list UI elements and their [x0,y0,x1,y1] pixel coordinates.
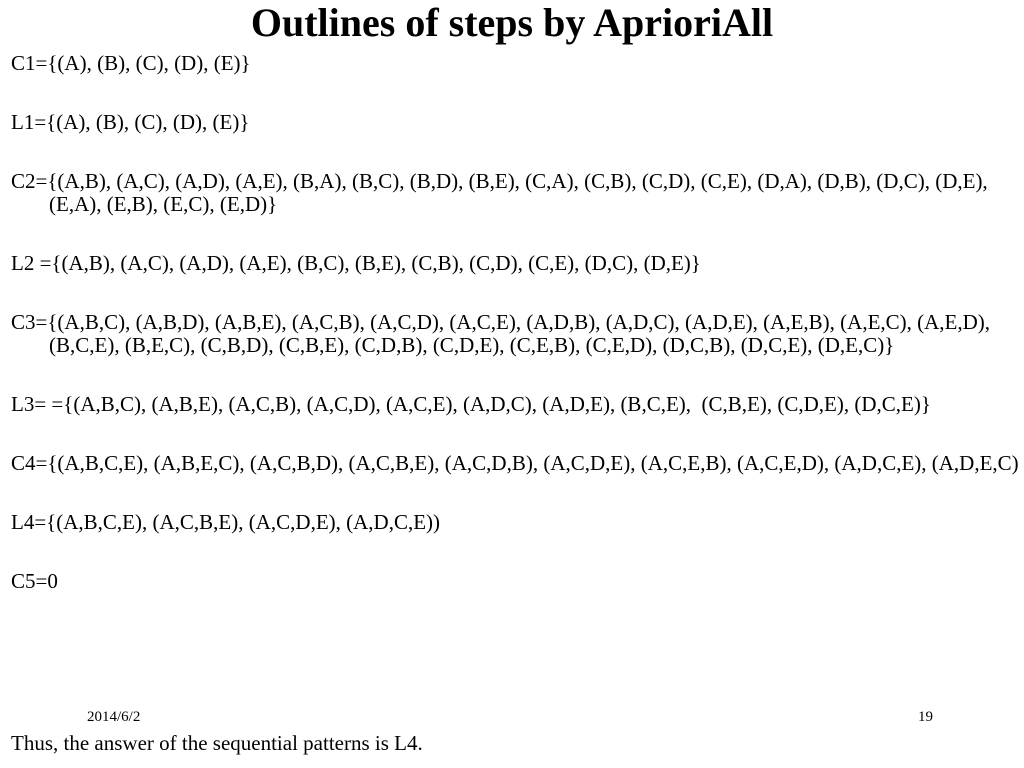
step-c4: C4={(A,B,C,E), (A,B,E,C), (A,C,B,D), (A,C,B,E), (A,C,D,B), (A,C,D,E), (A,C,E,B), (A,C,E,D), (A,D,C,E), (A,D,E,C) [11,451,1019,475]
conclusion-text: Thus, the answer of the sequential patterns is L4. [11,731,423,755]
step-c1: C1={(A), (B), (C), (D), (E)} [11,51,251,75]
step-c2: C2={(A,B), (A,C), (A,D), (A,E), (B,A), (B,C), (B,D), (B,E), (C,A), (C,B), (C,D), (C,E), (D,A), (D,B), (D,C), (D,E), (E,A), (E,B), (E,C), (E,D)} [11,169,993,216]
footer-page-number: 19 [918,709,933,725]
slide-body [11,52,1019,593]
step-l2: L2 ={(A,B), (A,C), (A,D), (A,E), (B,C), (B,E), (C,B), (C,D), (C,E), (D,C), (D,E)} [11,251,701,275]
step-c3: C3={(A,B,C), (A,B,D), (A,B,E), (A,C,B), (A,C,D), (A,C,E), (A,D,B), (A,D,C), (A,D,E), (A,E,B), (A,E,C), (A,E,D), (B,C,E), (B,E,C), (C,B,D), (C,B,E), (C,D,B), (C,D,E), (C,E,B), (C,E,D), (D,C,B), (D,C,E), (D,E,C)} [11,310,996,357]
footer-date: 2014/6/2 [87,709,141,725]
step-l4: L4={(A,B,C,E), (A,C,B,E), (A,C,D,E), (A,D,C,E)) [11,510,441,534]
step-l3: L3= ={(A,B,C), (A,B,E), (A,C,B), (A,C,D), (A,C,E), (A,D,C), (A,D,E), (B,C,E), (C,B,E), (C,D,E), (D,C,E)} [11,392,931,416]
step-c5: C5=0 [11,569,58,593]
slide-title: Outlines of steps by AprioriAll [250,0,774,45]
step-l1: L1={(A), (B), (C), (D), (E)} [11,110,250,134]
